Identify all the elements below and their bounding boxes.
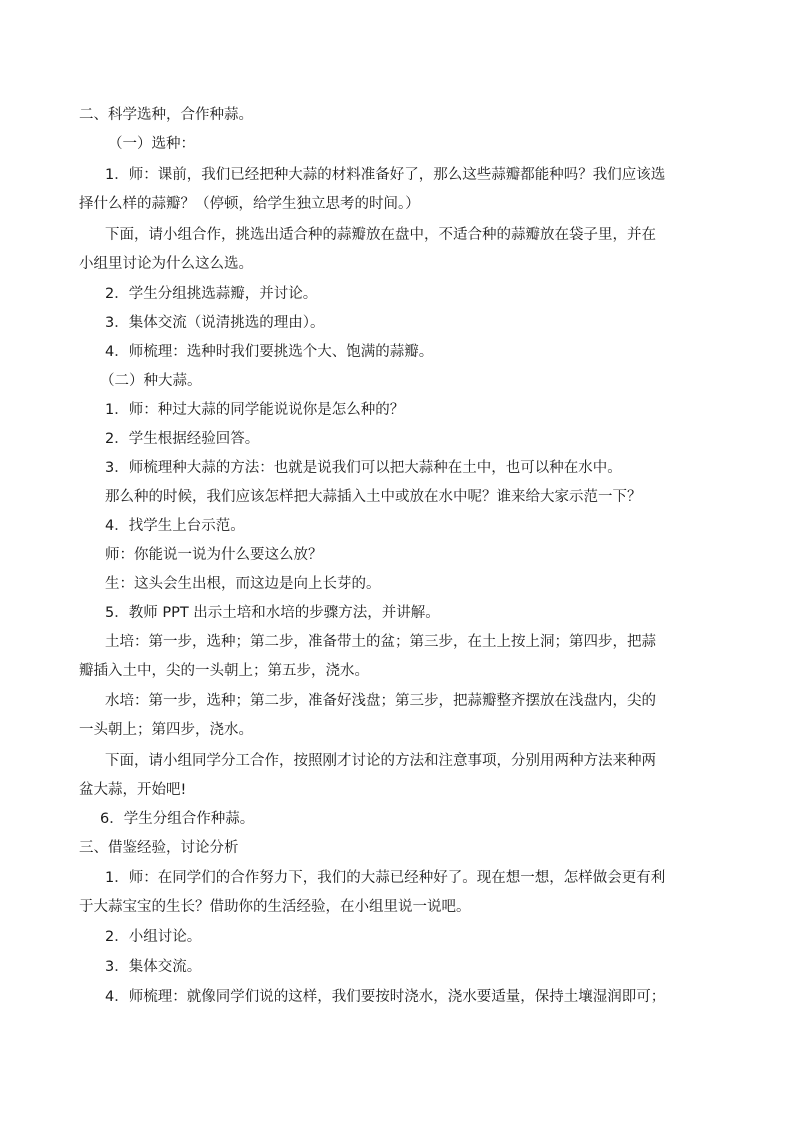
paragraph-line: 师：你能说一说为什么要这么放？ <box>105 547 323 563</box>
paragraph-line: 1．师：在同学们的合作努力下，我们的大蒜已经种好了。现在想一想，怎样做会更有利 <box>105 870 666 886</box>
paragraph-line: 下面，请小组合作，挑选出适合种的蒜瓣放在盘中，不适合种的蒜瓣放在袋子里，并在 <box>105 227 656 243</box>
paragraph-line: 4．师梳理：就像同学们说的这样，我们要按时浇水，浇水要适量，保持土壤湿润即可； <box>105 989 666 1005</box>
paragraph-line: 小组里讨论为什么这么选。 <box>79 256 253 272</box>
paragraph-line: 2．小组讨论。 <box>105 929 202 945</box>
paragraph-line: 择什么样的蒜瓣？（停顿，给学生独立思考的时间。） <box>79 196 420 212</box>
paragraph-line: 下面，请小组同学分工合作，按照刚才讨论的方法和注意事项，分别用两种方法来种两 <box>105 753 656 769</box>
section-heading: 二、科学选种，合作种蒜。 <box>79 107 253 123</box>
paragraph-line: 6．学生分组合作种蒜。 <box>100 811 255 827</box>
paragraph-line: 生：这头会生出根，而这边是向上长芽的。 <box>105 576 381 592</box>
section-heading: 三、借鉴经验，讨论分析 <box>79 840 239 856</box>
paragraph-line: 水培：第一步，选种；第二步，准备好浅盘；第三步，把蒜瓣整齐摆放在浅盘内，尖的 <box>105 693 656 709</box>
paragraph-line: 2．学生分组挑选蒜瓣，并讨论。 <box>105 286 318 302</box>
paragraph-line: 1．师：课前，我们已经把种大蒜的材料准备好了，那么这些蒜瓣都能种吗？我们应该选 <box>105 167 666 183</box>
paragraph-line: 3．集体交流。 <box>105 959 202 975</box>
paragraph-line: 土培：第一步，选种；第二步，准备带土的盆；第三步，在土上按上洞；第四步，把蒜 <box>105 634 656 650</box>
paragraph-line: 2．学生根据经验回答。 <box>105 431 260 447</box>
paragraph-line: 3．师梳理种大蒜的方法：也就是说我们可以把大蒜种在土中，也可以种在水中。 <box>105 460 622 476</box>
paragraph-line: 那么种的时候，我们应该怎样把大蒜插入土中或放在水中呢？谁来给大家示范一下？ <box>105 489 642 505</box>
paragraph-line: 一头朝上；第四步，浇水。 <box>79 722 253 738</box>
subsection-heading: （二）种大蒜。 <box>100 373 202 389</box>
paragraph-line: 于大蒜宝宝的生长？借助你的生活经验，在小组里说一说吧。 <box>79 899 471 915</box>
paragraph-line: 3．集体交流（说清挑选的理由）。 <box>105 315 325 331</box>
paragraph-line: 1．师：种过大蒜的同学能说说你是怎么种的？ <box>105 402 405 418</box>
paragraph-line: 盆大蒜，开始吧! <box>79 782 187 798</box>
paragraph-line: 4．师梳理：选种时我们要挑选个大、饱满的蒜瓣。 <box>105 344 434 360</box>
paragraph-line: 瓣插入土中，尖的一头朝上；第五步，浇水。 <box>79 663 369 679</box>
paragraph-line: 5．教师 PPT 出示土培和水培的步骤方法，并讲解。 <box>105 605 440 621</box>
subsection-heading: （一）选种： <box>108 136 195 152</box>
paragraph-line: 4．找学生上台示范。 <box>105 518 245 534</box>
